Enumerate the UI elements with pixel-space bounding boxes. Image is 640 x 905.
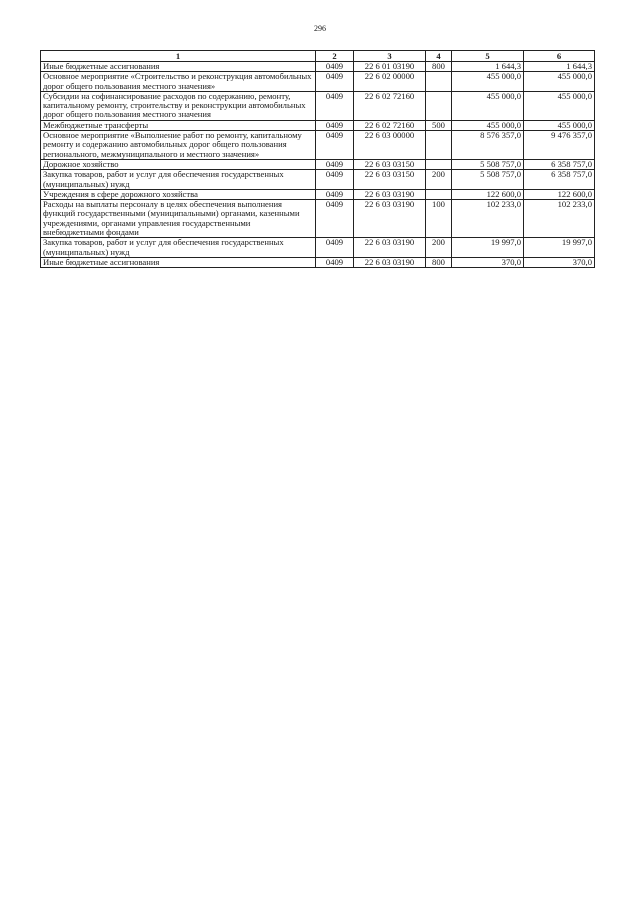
column-header-3: 3 (354, 51, 426, 62)
target-article-code: 22 6 02 72160 (354, 120, 426, 130)
section-code: 0409 (316, 238, 354, 258)
target-article-code: 22 6 03 03150 (354, 159, 426, 169)
expense-type-code (426, 159, 452, 169)
amount-column-6: 6 358 757,0 (524, 170, 595, 190)
column-header-1: 1 (41, 51, 316, 62)
expense-type-code (426, 131, 452, 160)
amount-column-6: 1 644,3 (524, 62, 595, 72)
amount-column-5: 5 508 757,0 (452, 159, 524, 169)
expense-type-code: 100 (426, 200, 452, 238)
amount-column-5: 455 000,0 (452, 72, 524, 92)
page-number: 296 (314, 24, 326, 33)
expense-name: Основное мероприятие «Строительство и реконструкция автомобильных дорог общего пользования местного значения» (41, 72, 316, 92)
table-row (41, 120, 595, 130)
table-row (41, 131, 595, 160)
expense-name: Основное мероприятие «Выполнение работ по ремонту, капитальному ремонту и содержанию автомобильных дорог общего пользования регионального, межмуниципального и местного значения» (41, 131, 316, 160)
amount-column-5: 5 508 757,0 (452, 170, 524, 190)
amount-column-5: 1 644,3 (452, 62, 524, 72)
amount-column-6: 455 000,0 (524, 91, 595, 120)
amount-column-5: 370,0 (452, 257, 524, 267)
expense-type-code: 500 (426, 120, 452, 130)
target-article-code: 22 6 01 03190 (354, 62, 426, 72)
expense-name: Иные бюджетные ассигнования (41, 257, 316, 267)
target-article-code: 22 6 03 03190 (354, 200, 426, 238)
column-header-4: 4 (426, 51, 452, 62)
amount-column-5: 122 600,0 (452, 189, 524, 199)
expense-name: Субсидии на софинансирование расходов по содержанию, ремонту, капитальному ремонту, строительству и реконструкции автомобильных дорог общего пользования местного значения (41, 91, 316, 120)
expense-type-code: 200 (426, 170, 452, 190)
amount-column-5: 455 000,0 (452, 120, 524, 130)
section-code: 0409 (316, 200, 354, 238)
expense-type-code: 800 (426, 62, 452, 72)
section-code: 0409 (316, 159, 354, 169)
amount-column-6: 122 600,0 (524, 189, 595, 199)
section-code: 0409 (316, 257, 354, 267)
header-row (41, 51, 595, 62)
table-row (41, 189, 595, 199)
target-article-code: 22 6 03 03190 (354, 189, 426, 199)
section-code: 0409 (316, 91, 354, 120)
expense-name: Дорожное хозяйство (41, 159, 316, 169)
target-article-code: 22 6 03 03190 (354, 238, 426, 258)
amount-column-5: 102 233,0 (452, 200, 524, 238)
target-article-code: 22 6 02 00000 (354, 72, 426, 92)
expense-name: Учреждения в сфере дорожного хозяйства (41, 189, 316, 199)
amount-column-6: 19 997,0 (524, 238, 595, 258)
column-header-2: 2 (316, 51, 354, 62)
amount-column-5: 8 576 357,0 (452, 131, 524, 160)
amount-column-6: 102 233,0 (524, 200, 595, 238)
expense-name: Закупка товаров, работ и услуг для обеспечения государственных (муниципальных) нужд (41, 238, 316, 258)
table-row (41, 62, 595, 72)
expense-type-code (426, 189, 452, 199)
column-header-6: 6 (524, 51, 595, 62)
amount-column-5: 455 000,0 (452, 91, 524, 120)
amount-column-6: 455 000,0 (524, 72, 595, 92)
amount-column-6: 455 000,0 (524, 120, 595, 130)
expense-type-code: 200 (426, 238, 452, 258)
expense-name: Закупка товаров, работ и услуг для обеспечения государственных (муниципальных) нужд (41, 170, 316, 190)
table-row (41, 200, 595, 238)
table-header (41, 51, 595, 62)
expense-type-code: 800 (426, 257, 452, 267)
table-row (41, 159, 595, 169)
budget-table (40, 50, 595, 268)
expense-type-code (426, 72, 452, 92)
target-article-code: 22 6 03 03190 (354, 257, 426, 267)
expense-name: Иные бюджетные ассигнования (41, 62, 316, 72)
table-row (41, 257, 595, 267)
table-body (41, 62, 595, 268)
amount-column-6: 370,0 (524, 257, 595, 267)
amount-column-6: 6 358 757,0 (524, 159, 595, 169)
section-code: 0409 (316, 170, 354, 190)
table-row (41, 238, 595, 258)
section-code: 0409 (316, 120, 354, 130)
table-row (41, 91, 595, 120)
column-header-5: 5 (452, 51, 524, 62)
section-code: 0409 (316, 131, 354, 160)
section-code: 0409 (316, 62, 354, 72)
expense-name: Расходы на выплаты персоналу в целях обеспечения выполнения функций государственными (муниципальными) органами, казенными учреждениями, органами управления государственными внебюджетными фондами (41, 200, 316, 238)
target-article-code: 22 6 03 03150 (354, 170, 426, 190)
section-code: 0409 (316, 72, 354, 92)
amount-column-6: 9 476 357,0 (524, 131, 595, 160)
section-code: 0409 (316, 189, 354, 199)
expense-type-code (426, 91, 452, 120)
amount-column-5: 19 997,0 (452, 238, 524, 258)
table-row (41, 170, 595, 190)
table-row (41, 72, 595, 92)
target-article-code: 22 6 03 00000 (354, 131, 426, 160)
expense-name: Межбюджетные трансферты (41, 120, 316, 130)
target-article-code: 22 6 02 72160 (354, 91, 426, 120)
